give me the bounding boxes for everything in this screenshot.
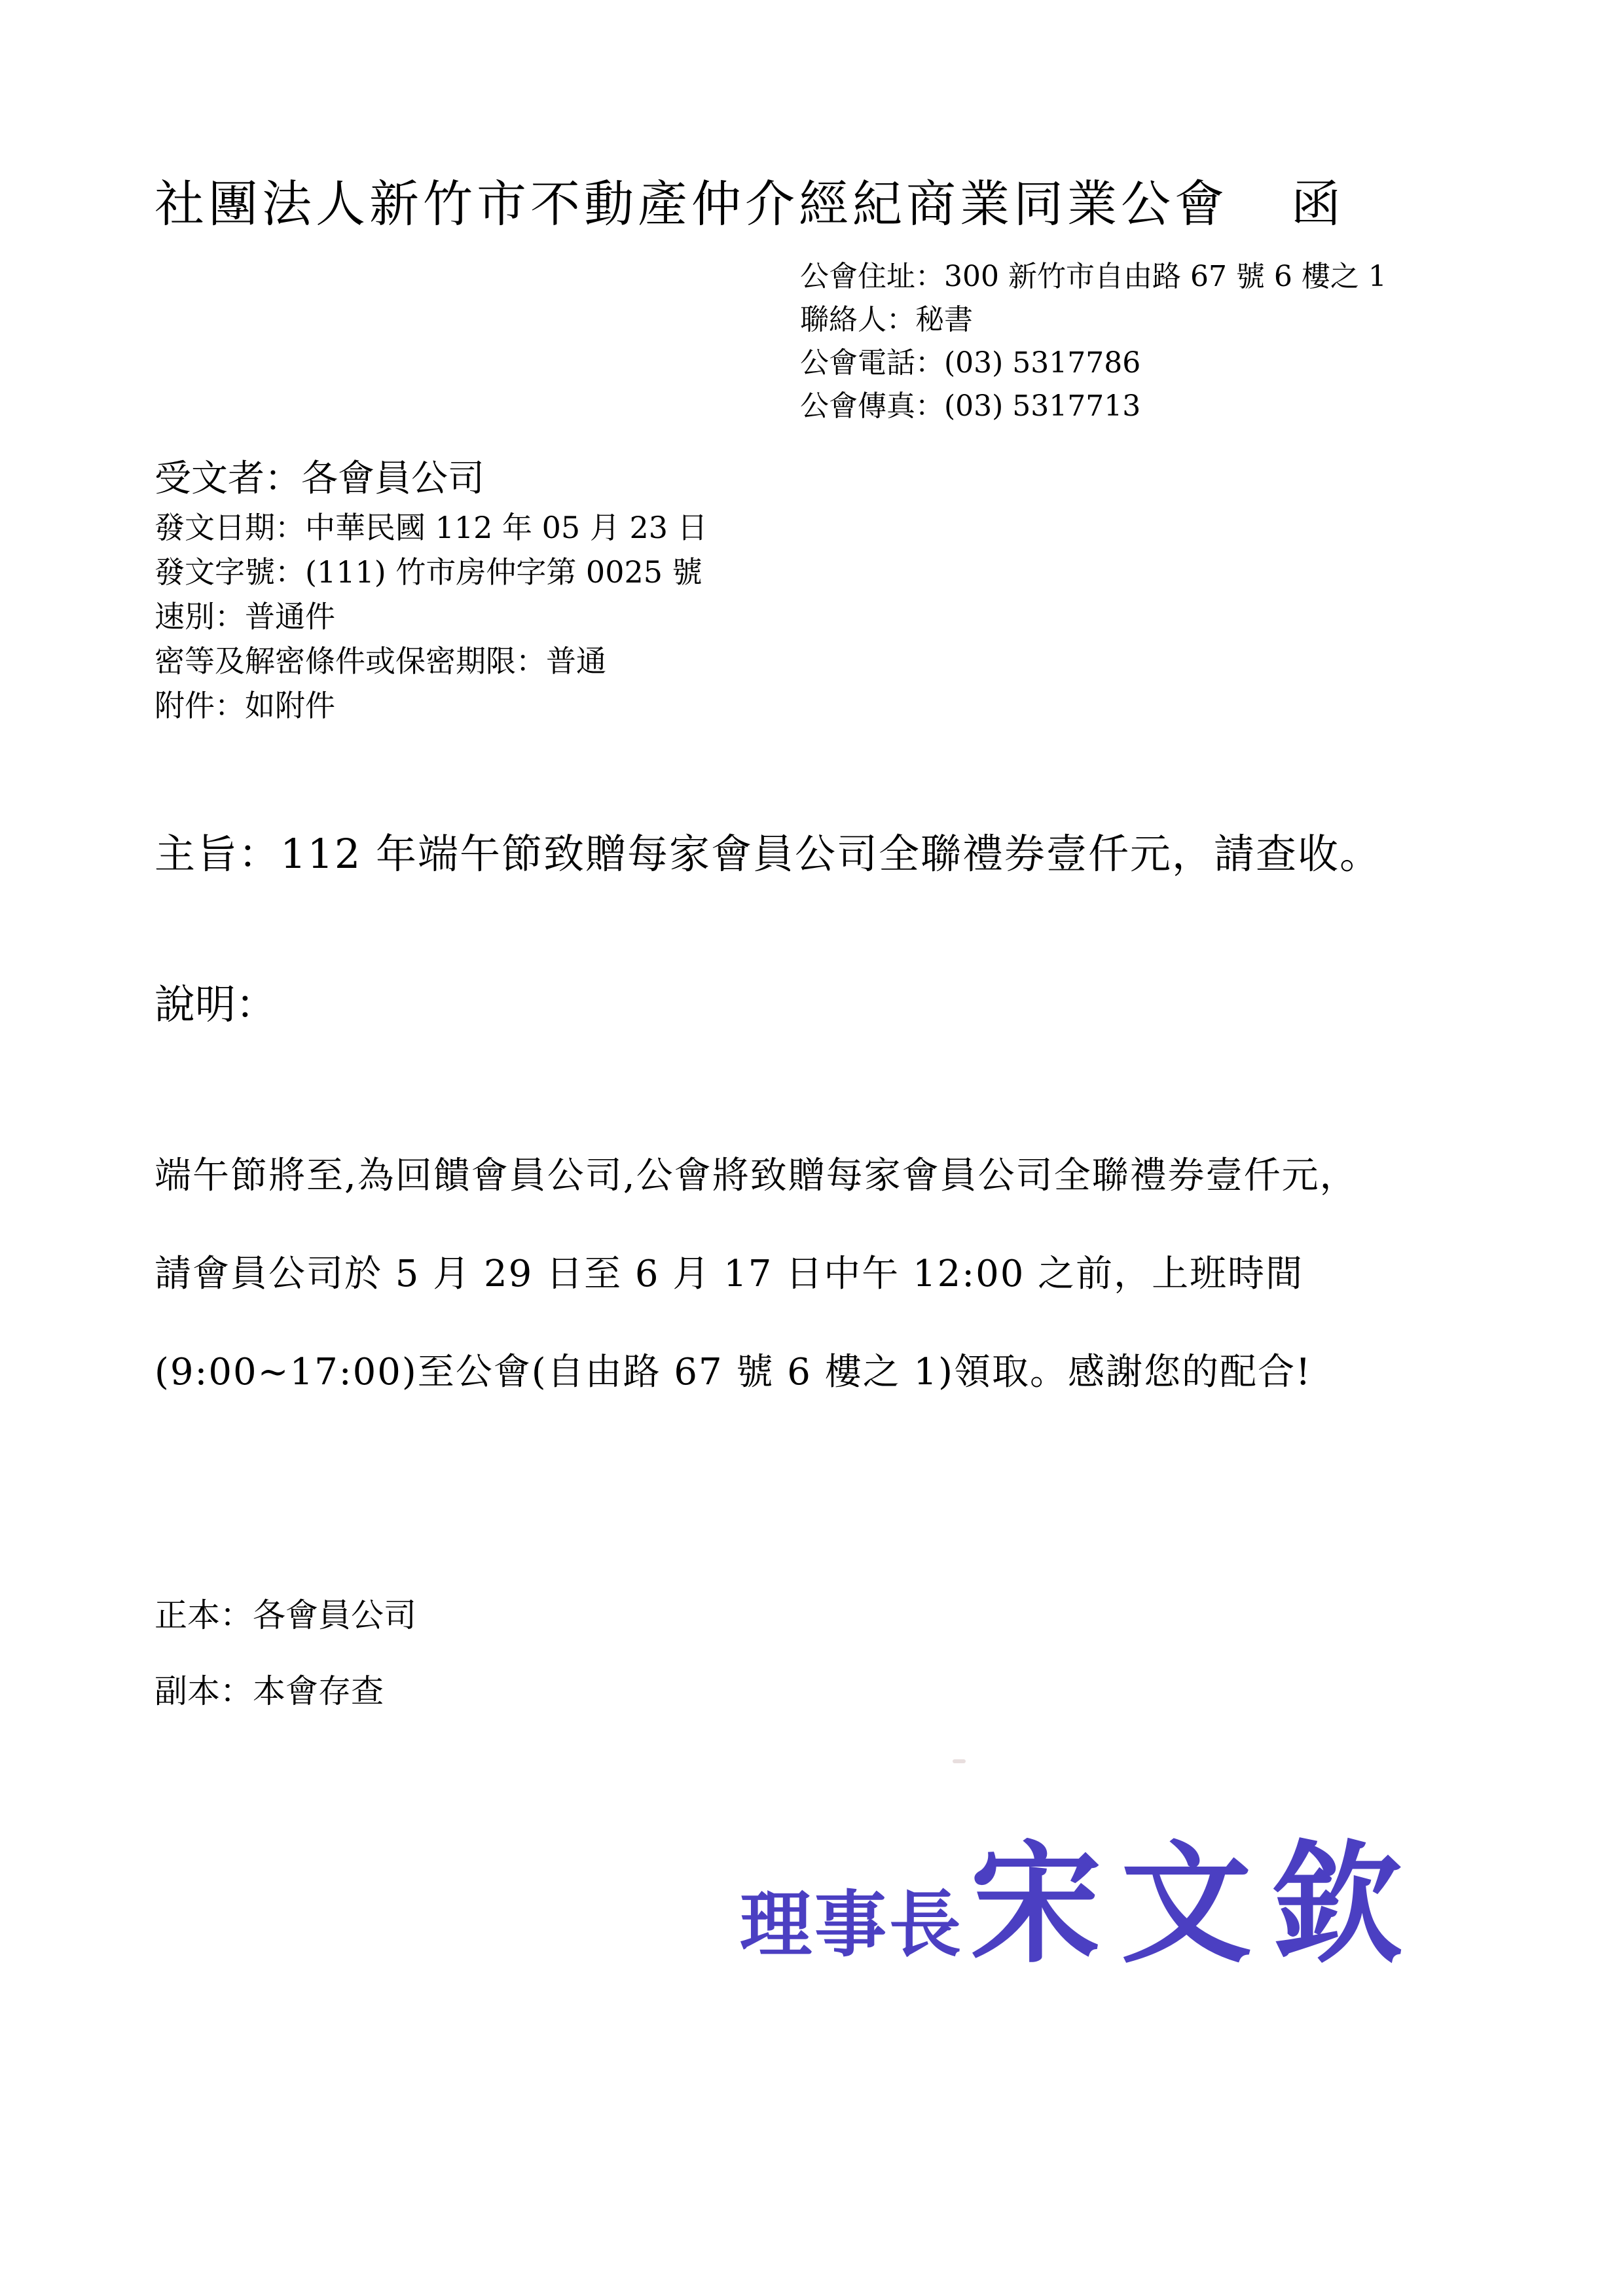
contact-fax: 公會傳真：(03) 5317713	[800, 389, 1141, 423]
document-meta	[155, 505, 708, 728]
organization-name: 社團法人新竹市不動產仲介經紀商業同業公會	[155, 175, 1228, 233]
issue-date: 發文日期：中華民國 112 年 05 月 23 日	[155, 510, 708, 545]
subject-line: 主旨：112 年端午節致贈每家會員公司全聯禮券壹仟元，請查收。	[155, 830, 1382, 878]
scan-speck	[953, 1759, 966, 1763]
explanation-line: 端午節將至,為回饋會員公司,公會將致贈每家會員公司全聯禮券壹仟元，	[155, 1155, 1358, 1197]
signature-role: 理事長	[740, 1882, 964, 1967]
contact-address: 公會住址：300 新竹市自由路 67 號 6 樓之 1	[800, 260, 1387, 293]
explanation-label: 說明：	[155, 980, 277, 1028]
signature-name: 宋文欽	[970, 1827, 1423, 1981]
document-number: 發文字號：(111) 竹市房仲字第 0025 號	[155, 554, 702, 590]
classification: 密等及解密條件或保密期限：普通	[155, 643, 606, 679]
original-copy: 正本：各會員公司	[155, 1596, 416, 1634]
distribution-copies	[155, 1577, 416, 1729]
duplicate-copy: 副本：本會存查	[155, 1672, 384, 1710]
contact-block	[800, 255, 1387, 428]
contact-phone: 公會電話：(03) 5317786	[800, 346, 1141, 380]
explanation-body	[155, 1127, 1358, 1422]
letterhead-title	[155, 171, 1345, 237]
contact-person: 聯絡人：秘書	[800, 303, 973, 336]
explanation-line: 請會員公司於 5 月 29 日至 6 月 17 日中午 12:00 之前，上班時間	[155, 1253, 1304, 1295]
attachment: 附件：如附件	[155, 688, 335, 723]
chairman-signature-stamp	[740, 1800, 1422, 1988]
document-type: 函	[1291, 175, 1345, 233]
delivery-speed: 速別：普通件	[155, 599, 335, 634]
recipient: 受文者：各會員公司	[155, 457, 484, 500]
explanation-line: (9:00~17:00)至公會(自由路 67 號 6 樓之 1)領取。感謝您的配合!	[155, 1351, 1312, 1393]
